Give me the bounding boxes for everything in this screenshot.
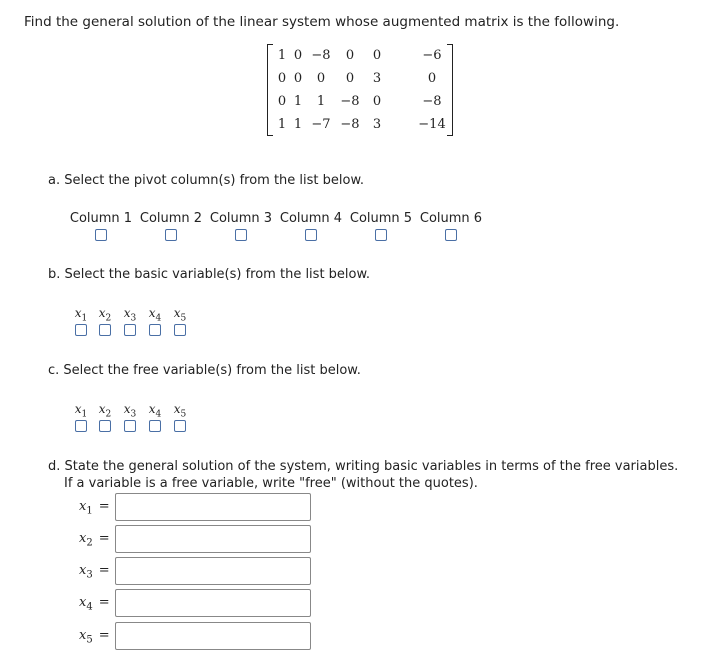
pivot-option-label: Column 5 [349,211,413,226]
solution-variable-label [79,499,110,517]
pivot-option [209,211,273,241]
matrix-cell: 1 [293,117,303,132]
free-variable-option-label: $x_4$ [148,402,162,420]
part-a-label: a. Select the pivot column(s) from the list below. [48,173,365,188]
basic-variable-option-label: $x_2$ [98,306,112,324]
matrix-cell: 1 [277,48,287,63]
solution-variable-label [79,563,110,581]
free-variable-option-label: $x_1$ [74,402,88,420]
part-b-label: b. Select the basic variable(s) from the list below. [48,267,371,282]
matrix-cell: 0 [345,71,355,86]
problem-prompt: Find the general solution of the linear system whose augmented matrix is the following. [24,14,620,30]
pivot-option [279,211,343,241]
solution-variable-name: $x_4$ [79,595,93,613]
basic-variable-option-label: $x_4$ [148,306,162,324]
basic-variable-checkbox[interactable] [124,324,136,336]
pivot-checkbox[interactable] [95,229,107,241]
matrix-cell: 1 [277,117,287,132]
matrix-cell: 3 [372,71,382,86]
matrix-cell: −8 [340,94,360,109]
augmented-matrix [267,44,453,136]
basic-variable-checkbox[interactable] [75,324,87,336]
matrix-cell: −8 [340,117,360,132]
free-variable-option [144,402,166,432]
free-variable-option-label: $x_2$ [98,402,112,420]
solution-variable-name: $x_2$ [79,531,93,549]
matrix-cell: −8 [422,94,442,109]
matrix-cell: 0 [293,71,303,86]
pivot-option-label: Column 4 [279,211,343,226]
pivot-option-label: Column 3 [209,211,273,226]
pivot-option [349,211,413,241]
pivot-option [69,211,133,241]
basic-variable-option [144,306,166,336]
pivot-option-label: Column 1 [69,211,133,226]
matrix-row [268,90,452,113]
basic-variable-checkbox[interactable] [99,324,111,336]
part-d-instruction: d. State the general solution of the system, writing basic variables in terms of the free variables. [48,459,679,474]
matrix-cell: 0 [277,94,287,109]
solution-input-x5[interactable] [115,622,311,650]
basic-variable-option [119,306,141,336]
pivot-checkbox[interactable] [165,229,177,241]
equals-sign: = [98,531,110,546]
solution-variable-label [79,531,110,549]
matrix-cell: −14 [418,117,446,132]
equals-sign: = [98,628,110,643]
solution-input-x2[interactable] [115,525,311,553]
solution-input-x3[interactable] [115,557,311,585]
pivot-checkbox[interactable] [235,229,247,241]
part-d-note: If a variable is a free variable, write "free" (without the quotes). [64,476,478,491]
equals-sign: = [98,499,110,514]
pivot-option [139,211,203,241]
matrix-cell: 0 [316,71,326,86]
equals-sign: = [98,563,110,578]
equals-sign: = [98,595,110,610]
free-variable-checkbox[interactable] [75,420,87,432]
matrix-cell: 1 [293,94,303,109]
solution-variable-name: $x_5$ [79,628,93,646]
free-variable-option [169,402,191,432]
basic-variable-option-label: $x_3$ [123,306,137,324]
free-variable-checkbox[interactable] [149,420,161,432]
pivot-option-label: Column 6 [419,211,483,226]
matrix-cell: 0 [345,48,355,63]
basic-variable-option-label: $x_5$ [173,306,187,324]
free-variable-option [94,402,116,432]
pivot-checkbox[interactable] [305,229,317,241]
basic-variable-checkbox[interactable] [149,324,161,336]
solution-input-x4[interactable] [115,589,311,617]
pivot-option-label: Column 2 [139,211,203,226]
solution-variable-label [79,595,110,613]
free-variable-checkbox[interactable] [174,420,186,432]
part-c-label: c. Select the free variable(s) from the list below. [48,363,361,378]
solution-variable-name: $x_3$ [79,563,93,581]
free-variable-checkbox[interactable] [124,420,136,432]
matrix-cell: 3 [372,117,382,132]
matrix-cell: 0 [372,48,382,63]
basic-variable-option [70,306,92,336]
matrix-cell: 0 [372,94,382,109]
basic-variable-option [169,306,191,336]
free-variable-option [119,402,141,432]
matrix-row [268,44,452,67]
matrix-cell: 0 [293,48,303,63]
free-variable-checkbox[interactable] [99,420,111,432]
matrix-cell: −6 [422,48,442,63]
matrix-cell: 0 [427,71,437,86]
matrix-cell: 0 [277,71,287,86]
free-variable-option [70,402,92,432]
solution-input-x1[interactable] [115,493,311,521]
basic-variable-option [94,306,116,336]
pivot-checkbox[interactable] [445,229,457,241]
solution-variable-label [79,628,110,646]
free-variable-option-label: $x_3$ [123,402,137,420]
pivot-option [419,211,483,241]
solution-variable-name: $x_1$ [79,499,93,517]
free-variable-option-label: $x_5$ [173,402,187,420]
matrix-cell: −7 [311,117,331,132]
matrix-row [268,67,452,90]
pivot-checkbox[interactable] [375,229,387,241]
basic-variable-option-label: $x_1$ [74,306,88,324]
matrix-row [268,113,452,136]
matrix-cell: −8 [311,48,331,63]
basic-variable-checkbox[interactable] [174,324,186,336]
matrix-cell: 1 [316,94,326,109]
